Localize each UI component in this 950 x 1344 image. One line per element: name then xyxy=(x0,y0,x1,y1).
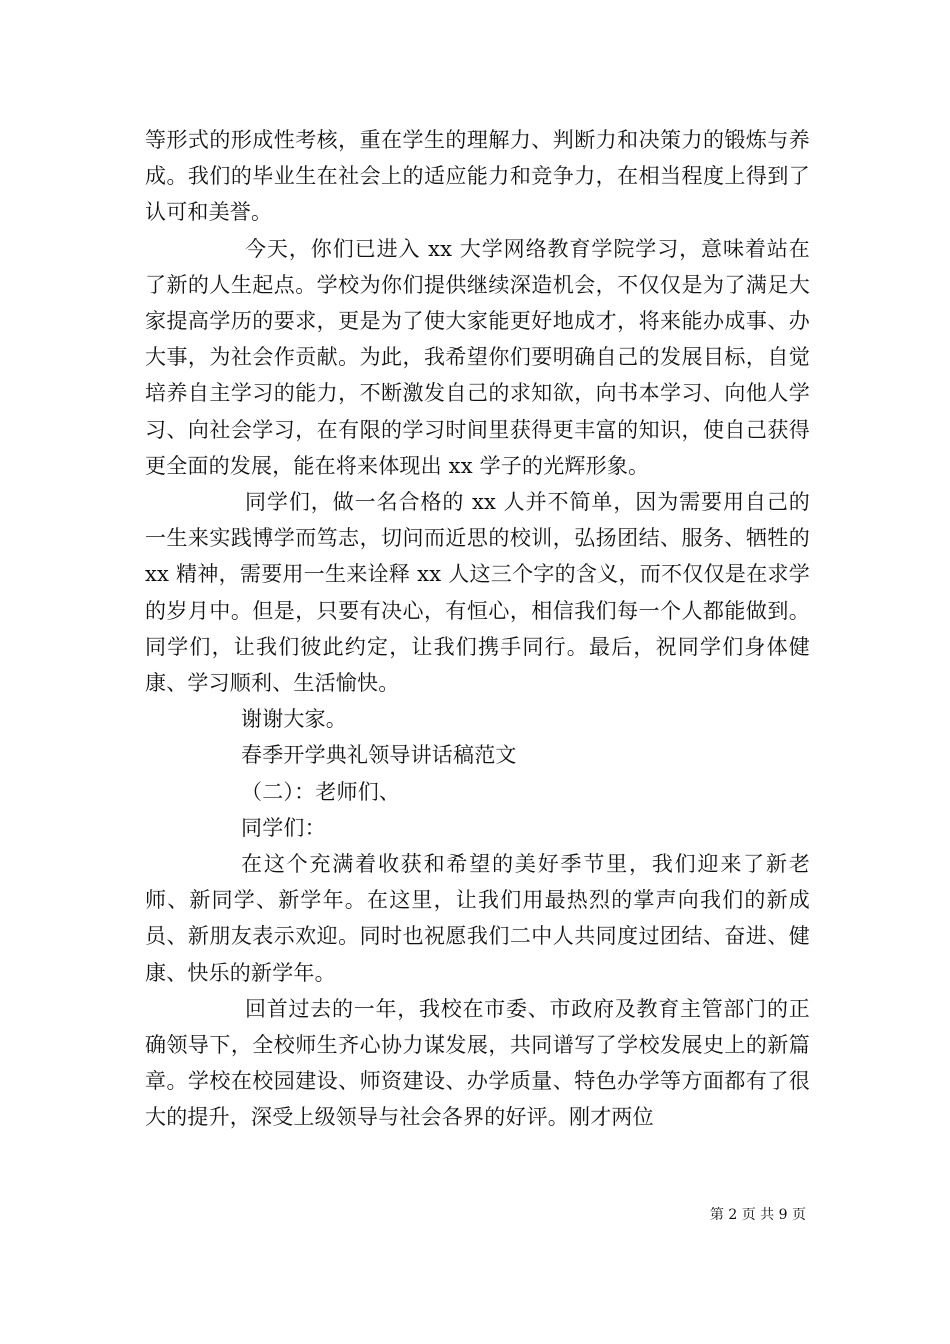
section-title: 春季开学典礼领导讲话稿范文 xyxy=(241,743,517,768)
paragraph-4: 在这个充满着收获和希望的美好季节里，我们迎来了新老师、新同学、新学年。在这里，让我们用最热烈的掌声向我们的新成员、新朋友表示欢迎。同时也祝愿我们二中人共同度过团结、奋进、健康、快乐的新学年。 xyxy=(145,852,810,985)
paragraph-thanks: 谢谢大家。 xyxy=(241,707,347,732)
document-body xyxy=(145,122,810,1136)
section-subtitle: （二）：老师们、 xyxy=(241,779,401,804)
paragraph-5: 回首过去的一年，我校在市委、市政府及教育主管部门的正确领导下，全校师生齐心协力谋发展，共同谱写了学校发展史上的新篇章。学校在校园建设、师资建设、办学质量、特色办学等方面都有了很大的提升，深受上级领导与社会各界的好评。刚才两位 xyxy=(145,996,810,1130)
page-number: 第 2 页 共 9 页 xyxy=(709,1207,806,1223)
paragraph-1: 等形式的形成性考核，重在学生的理解力、判断力和决策力的锻炼与养成。我们的毕业生在社会上的适应能力和竞争力，在相当程度上得到了认可和美誉。 xyxy=(145,128,810,225)
paragraph-2: 今天，你们已进入 xx 大学网络教育学院学习，意味着站在了新的人生起点。学校为你们提供继续深造机会，不仅仅是为了满足大家提高学历的要求，更是为了使大家能更好地成才，将来能办成事、办大事，为社会作贡献。为此，我希望你们要明确自己的发展目标，自觉培养自主学习的能力，不断激发自己的求知欲，向书本学习、向他人学习、向社会学习，在有限的学习时间里获得更丰富的知识，使自己获得更全面的发展，能在将来体现出 xx 学子的光辉形象。 xyxy=(145,236,810,478)
paragraph-3: 同学们，做一名合格的 xx 人并不简单，因为需要用自己的一生来实践博学而笃志，切问而近思的校训，弘扬团结、服务、牺牲的 xx 精神，需要用一生来诠释 xx 人这三个字的含义，而不仅仅是在求学的岁月中。但是，只要有决心，有恒心，相信我们每一个人都能做到。同学们，让我们彼此约定，让我们携手同行。最后，祝同学们身体健康、学习顺利、生活愉快。 xyxy=(145,490,810,696)
salutation: 同学们： xyxy=(241,815,326,840)
